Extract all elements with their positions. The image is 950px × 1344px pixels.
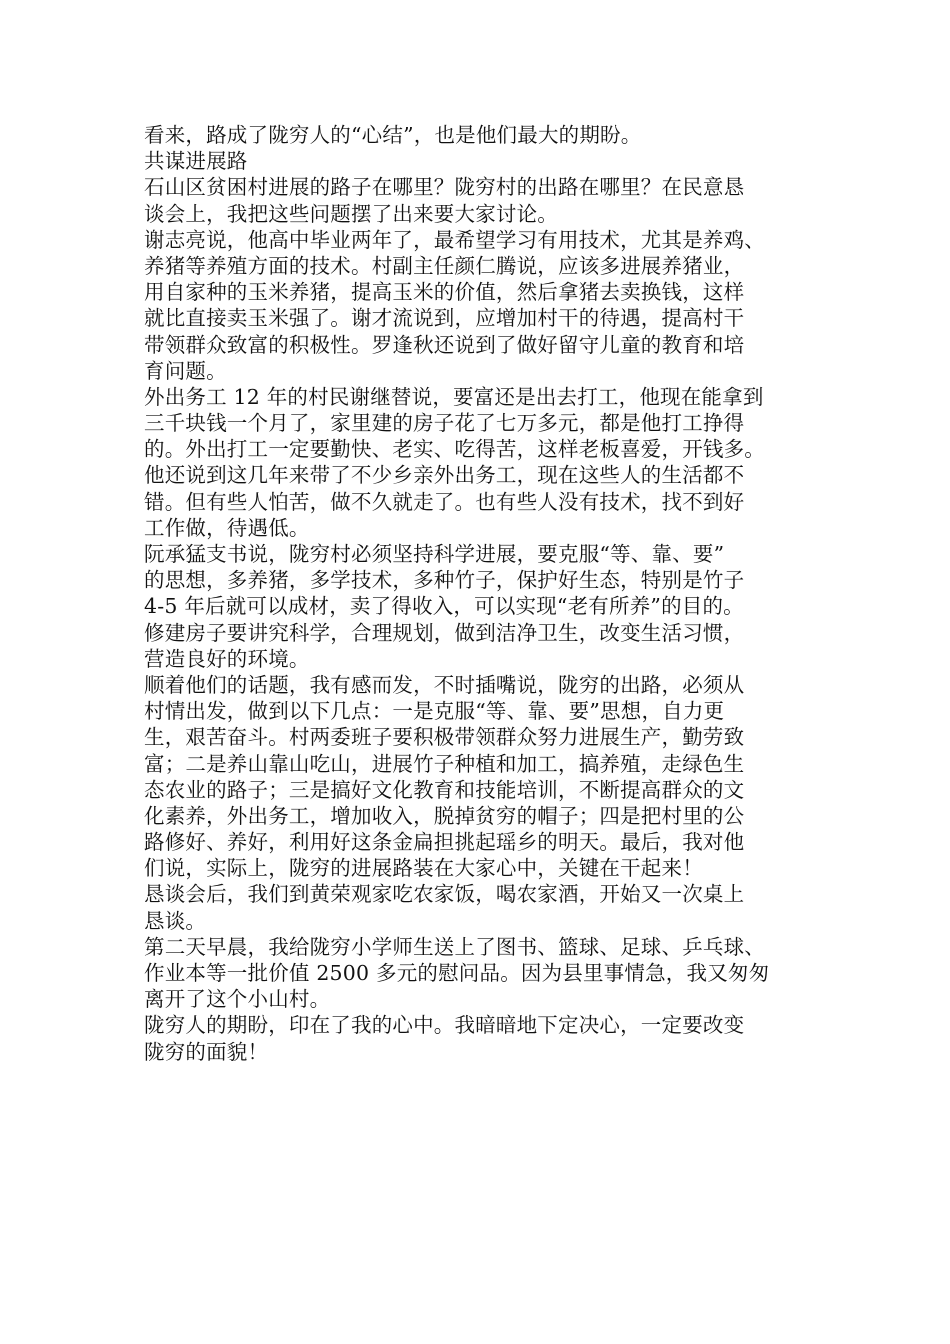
- text-line: 带领群众致富的积极性。罗逢秋还说到了做好留守儿童的教育和培: [144, 332, 745, 357]
- section-heading: [144, 148, 814, 174]
- text-line: 外出务工 12 年的村民谢继替说，要富还是出去打工，他现在能拿到: [144, 384, 764, 409]
- para-intro-conclusion: [144, 122, 814, 148]
- heading-text: 共谋进展路: [144, 149, 248, 174]
- text-line: 阮承猛支书说，陇穷村必须坚持科学进展，要克服“等、靠、要”: [144, 542, 725, 566]
- para-ruan-chengmeng: [144, 541, 814, 672]
- text-line: 富；二是养山靠山吃山，进展竹子种植和加工，搞养殖，走绿色生: [144, 751, 745, 776]
- text-line: 营造良好的环境。: [144, 646, 310, 671]
- text-line: 看来，路成了陇穷人的“心结”，也是他们最大的期盼。: [144, 123, 642, 147]
- text-line: 石山区贫困村进展的路子在哪里？陇穷村的出路在哪里？在民意恳: [144, 175, 745, 200]
- text-line: 谈会上，我把这些问题摆了出来要大家讨论。: [144, 201, 558, 226]
- text-line: 恳谈会后，我们到黄荣观家吃农家饭，喝农家酒，开始又一次桌上: [144, 882, 745, 907]
- para-xie-zhiliang: [144, 227, 814, 384]
- document-body: [144, 122, 814, 1065]
- text-line: 育问题。: [144, 358, 227, 383]
- para-closing: [144, 1012, 814, 1064]
- text-line: 4-5 年后就可以成材，卖了得收入，可以实现“老有所养”的目的。: [144, 594, 744, 619]
- text-line: 恳谈。: [144, 908, 207, 933]
- text-line: 化素养，外出务工，增加收入，脱掉贫穷的帽子；四是把村里的公: [144, 803, 745, 828]
- text-line: 们说，实际上，陇穷的进展路装在大家心中，关键在干起来！: [144, 856, 703, 881]
- text-line: 错。但有些人怕苦，做不久就走了。也有些人没有技术，找不到好: [144, 489, 745, 514]
- text-line: 三千块钱一个月了，家里建的房子花了七万多元，都是他打工挣得: [144, 411, 745, 436]
- text-line: 就比直接卖玉米强了。谢才流说到，应增加村干的待遇，提高村干: [144, 306, 745, 331]
- text-line: 他还说到这几年来带了不少乡亲外出务工，现在这些人的生活都不: [144, 463, 745, 488]
- text-line: 谢志亮说，他高中毕业两年了，最希望学习有用技术，尤其是养鸡、: [144, 227, 765, 252]
- text-line: 的。外出打工一定要勤快、老实、吃得苦，这样老板喜爱，开钱多。: [144, 437, 765, 462]
- text-line: 的思想，多养猪，多学技术，多种竹子，保护好生态，特别是竹子: [144, 568, 745, 593]
- text-line: 用自家种的玉米养猪，提高玉米的价值，然后拿猪去卖换钱，这样: [144, 280, 745, 305]
- text-line: 作业本等一批价值 2500 多元的慰问品。因为县里事情急，我又匆匆: [144, 961, 770, 985]
- para-next-morning: [144, 934, 814, 1013]
- text-line: 修建房子要讲究科学，合理规划，做到洁净卫生，改变生活习惯，: [144, 620, 745, 645]
- text-line: 离开了这个小山村。: [144, 987, 331, 1012]
- text-line: 工作做，待遇低。: [144, 515, 310, 540]
- text-line: 第二天早晨，我给陇穷小学师生送上了图书、篮球、足球、乒乓球、: [144, 934, 765, 959]
- text-line: 态农业的路子；三是搞好文化教育和技能培训，不断提高群众的文: [144, 777, 745, 802]
- text-line: 生，艰苦奋斗。村两委班子要积极带领群众努力进展生产，勤劳致: [144, 725, 745, 750]
- text-line: 陇穷人的期盼，印在了我的心中。我暗暗地下定决心，一定要改变: [144, 1013, 745, 1038]
- text-line: 养猪等养殖方面的技术。村副主任颜仁腾说，应该多进展养猪业，: [144, 253, 745, 278]
- text-line: 村情出发，做到以下几点：一是克服“等、靠、要”思想，自力更: [144, 699, 725, 724]
- text-line: 路修好、养好，利用好这条金扁担挑起瑶乡的明天。最后，我对他: [144, 830, 745, 855]
- para-after-meeting: [144, 881, 814, 933]
- para-author-remarks: [144, 672, 814, 882]
- text-line: 陇穷的面貌！: [144, 1039, 269, 1064]
- text-line: 顺着他们的话题，我有感而发，不时插嘴说，陇穷的出路，必须从: [144, 672, 745, 697]
- para-question: [144, 174, 814, 226]
- para-xie-jiti: [144, 384, 814, 541]
